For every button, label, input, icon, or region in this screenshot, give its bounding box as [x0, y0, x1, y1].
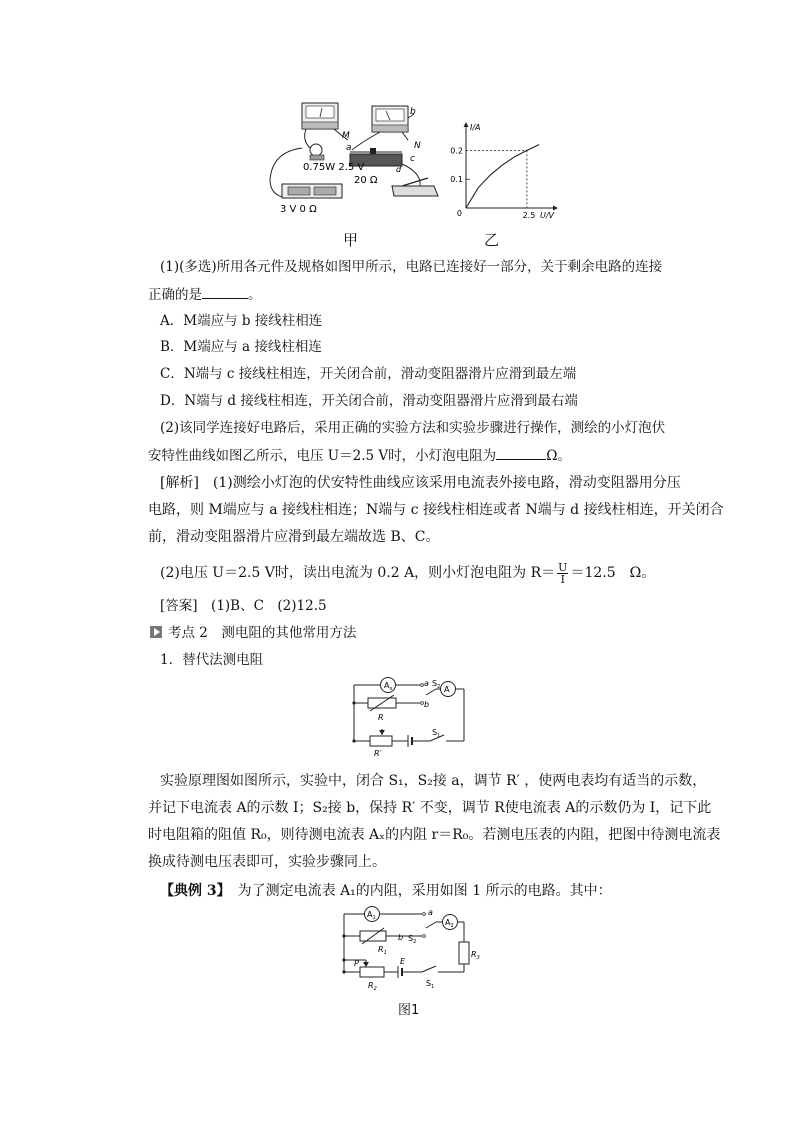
play-triangle-icon: [150, 626, 162, 638]
option-d: D．N端与 d 接线柱相连，开关闭合前，滑动变阻器滑片应滑到最右端: [160, 393, 578, 409]
option-a: A．M端应与 b 接线柱相连: [160, 313, 323, 329]
analysis-line-2: 电路，则 M端应与 a 接线柱相连；N端与 c 接线柱相连或者 N端与 d 接线柱相连，开关闭合: [148, 502, 724, 518]
bulb-spec-label: 0.75W 2.5 V: [303, 162, 365, 173]
c1-s2-label: $S_2$: [432, 679, 441, 690]
figure-caption-left: 甲: [343, 231, 359, 249]
c2-r1-label: $R_1$: [378, 945, 387, 956]
rheostat-spec-label: 20 Ω: [354, 175, 378, 186]
y-axis-arrow: [464, 122, 469, 127]
c2-r3-label: $R_3$: [471, 950, 480, 961]
terminal-n-label: N: [414, 141, 421, 151]
answer-blank-1[interactable]: [202, 284, 248, 299]
c2-s1-label: $S_1$: [426, 979, 435, 990]
x-axis-arrow: [553, 206, 558, 211]
q2-line-2: 安特性曲线如图乙所示，电压 U＝2.5 V时，小灯泡电阻为 Ω。: [148, 445, 571, 466]
c2-p-label: P: [354, 959, 359, 968]
c2-r2-label: $R_2$: [368, 981, 377, 992]
c2-e-label: E: [400, 957, 406, 966]
principle-line-2: 并记下电流表 A的示数 I；S₂接 b，保持 R′ 不变，调节 R使电流表 A的示数仍为 I，记下此: [148, 800, 712, 816]
y-axis-label: I/A: [470, 123, 481, 132]
circuit-figure-1: [336, 904, 486, 992]
ammeter-icon: [372, 106, 408, 132]
subsection-title: 1．替代法测电阻: [160, 652, 264, 668]
terminal-b-label: b: [410, 107, 416, 117]
series-line: [466, 145, 539, 208]
c1-rp-label: R′: [374, 749, 382, 758]
terminal-m-label: M: [342, 131, 350, 141]
terminal-a-label: a: [346, 143, 352, 153]
origin-label: 0: [456, 209, 462, 218]
y-tick-label: 0.1: [450, 175, 463, 185]
figure-1-caption: 图1: [398, 1003, 420, 1018]
example-3-line: 【典例 3】 为了测定电流表 A₁的内阻，采用如图 1 所示的电路。其中：: [160, 883, 612, 899]
c2-s2-label: $S_2$: [408, 934, 417, 945]
c2-a-terminal: a: [428, 908, 433, 917]
fraction-u-over-i: $\frac{U}{I}$: [558, 560, 568, 586]
battery-icon: [282, 184, 342, 198]
battery-spec-label: 3 V 0 Ω: [280, 204, 317, 215]
answer-line: [答案] (1)B、C (2)12.5: [160, 598, 327, 614]
switch-icon: [392, 178, 438, 196]
c2-a1-label: $A_1$: [367, 910, 376, 921]
circuit-substitution: [348, 677, 468, 758]
answer-tag: [答案]: [160, 598, 198, 614]
c1-a-terminal: a: [424, 679, 429, 688]
c1-s1-label: $S_1$: [432, 728, 441, 739]
figure-caption-right: 乙: [484, 231, 500, 249]
figure-apparatus: [262, 100, 442, 218]
bulb-icon: [310, 144, 324, 160]
q1-line-2: 正确的是 。: [148, 284, 262, 305]
answer-blank-2[interactable]: [496, 445, 546, 460]
iu-chart: [450, 122, 560, 222]
c2-a2-label: $A_2$: [445, 918, 454, 929]
example-tag: 【典例 3】: [160, 883, 224, 899]
option-c: C．N端与 c 接线柱相连，开关闭合前，滑动变阻器滑片应滑到最左端: [160, 366, 577, 382]
principle-line-1: 实验原理图如图所示，实验中，闭合 S₁，S₂接 a，调节 R′ ，使两电表均有适当的示数，: [160, 773, 707, 789]
section-title: 考点 2 测电阻的其他常用方法: [150, 623, 356, 643]
x-axis-label: U/V: [539, 211, 554, 220]
principle-line-4: 换成待测电压表即可，实验步骤同上。: [148, 854, 386, 870]
option-b: B．M端应与 a 接线柱相连: [160, 339, 322, 355]
principle-line-3: 时电阻箱的阻值 R₀，则待测电流表 Aₓ的内阻 r＝R₀。若测电压表的内阻，把图中待测电流表: [148, 827, 721, 843]
c1-b-terminal: b: [424, 700, 430, 709]
x-tick-label: 2.5: [522, 211, 536, 220]
voltmeter-icon: [302, 103, 338, 129]
q2-line-1: (2)该同学连接好电路后，采用正确的实验方法和实验步骤进行操作，测绘的小灯泡伏: [160, 420, 666, 436]
c1-ax-label: $A_x$: [384, 681, 393, 692]
y-tick-label: 0.2: [450, 146, 463, 156]
c1-r-label: R: [378, 713, 384, 722]
terminal-d-label: d: [396, 165, 402, 174]
c1-a-label: A: [444, 685, 450, 694]
terminal-c-label: c: [410, 154, 415, 164]
analysis-line-4: (2)电压 U＝2.5 V时，读出电流为 0.2 A，则小灯泡电阻为 R＝ $\frac{U}{I}$ ＝12.5 Ω。: [160, 560, 656, 586]
analysis-line-3: 前，滑动变阻器滑片应滑到最左端故选 B、C。: [148, 529, 440, 545]
c2-b-terminal: b: [398, 933, 404, 942]
analysis-line-1: [解析] (1)测绘小灯泡的伏安特性曲线应该采用电流表外接电路，滑动变阻器用分压: [160, 475, 681, 491]
q1-line-1: (1)(多选)所用各元件及规格如图甲所示，电路已连接好一部分，关于剩余电路的连接: [160, 259, 663, 275]
